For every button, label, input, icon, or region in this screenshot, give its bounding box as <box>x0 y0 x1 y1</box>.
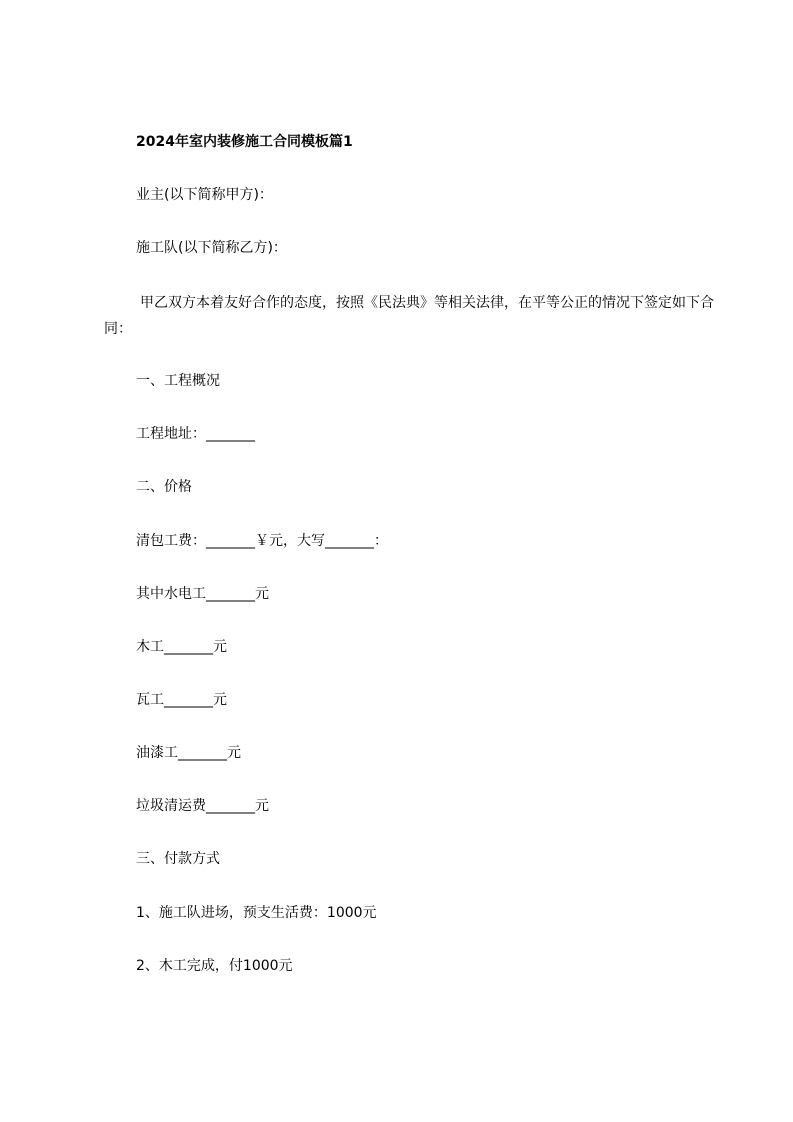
section-heading-payment: 三、付款方式 <box>136 851 220 867</box>
plumbing-electrical-line: 其中水电工_______元 <box>136 586 269 602</box>
payment-item-2: 2、木工完成，付1000元 <box>136 958 293 974</box>
section-heading-project-overview: 一、工程概况 <box>136 373 220 389</box>
section-heading-price: 二、价格 <box>136 479 192 495</box>
total-price-line: 清包工费：_______￥元，大写_______： <box>136 533 388 549</box>
carpentry-line: 木工_______元 <box>136 639 227 655</box>
intro-paragraph: 甲乙双方本着友好合作的态度，按照《民法典》等相关法律，在平等公正的情况下签定如下合同： <box>104 295 714 337</box>
payment-item-1: 1、施工队进场，预支生活费：1000元 <box>136 905 377 921</box>
contractor-line: 施工队(以下简称乙方)： <box>136 240 287 256</box>
tiling-line: 瓦工_______元 <box>136 692 227 708</box>
painting-line: 油漆工_______元 <box>136 745 241 761</box>
waste-removal-line: 垃圾清运费_______元 <box>136 798 269 814</box>
project-address-line: 工程地址：_______ <box>136 426 255 442</box>
owner-line: 业主(以下简称甲方)： <box>136 187 273 203</box>
document-title: 2024年室内装修施工合同模板篇1 <box>136 134 353 150</box>
